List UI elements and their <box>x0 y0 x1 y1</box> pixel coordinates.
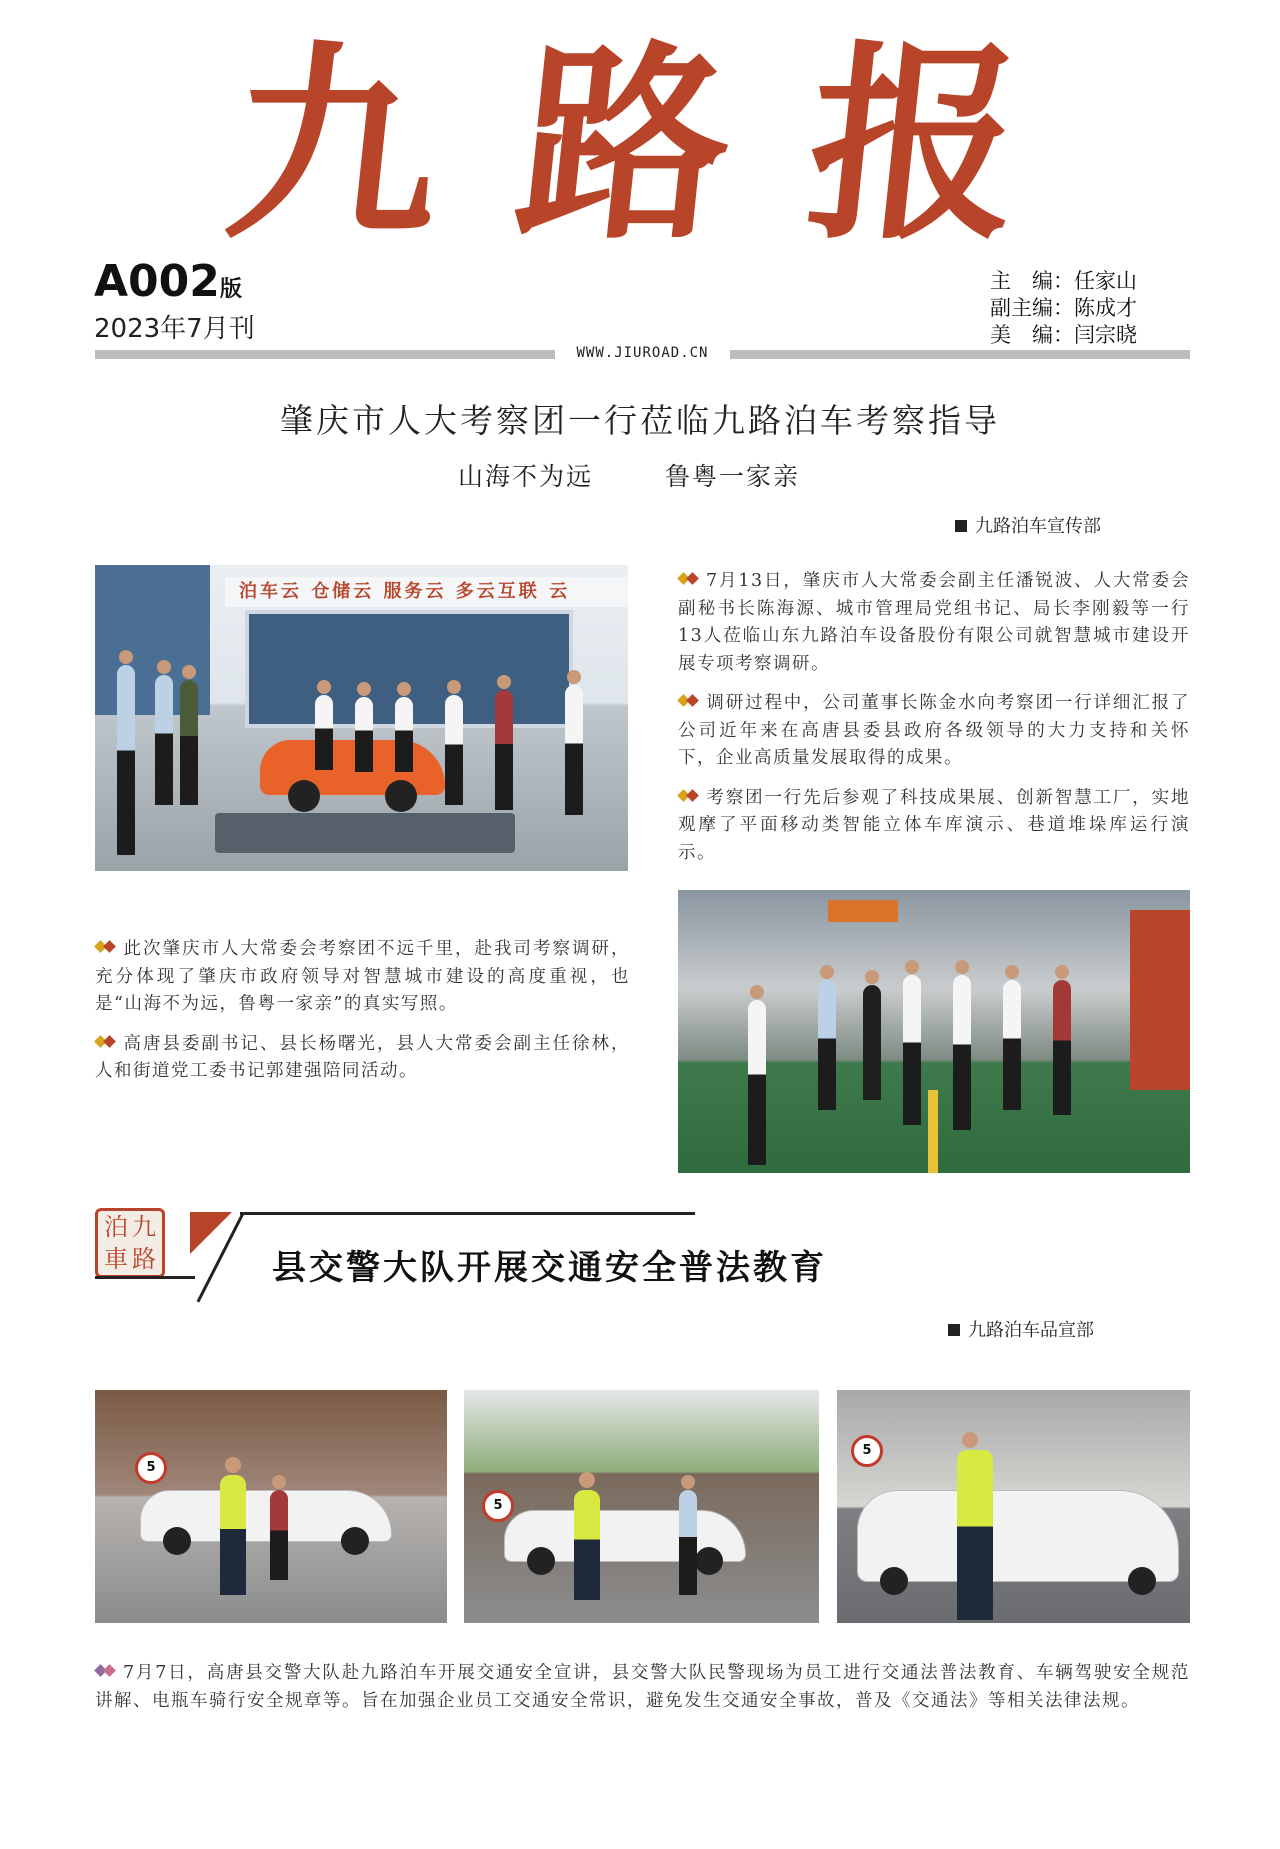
staff-deputy-editor: 副主编：陈成才 <box>990 296 1137 320</box>
paragraph <box>95 1660 1190 1715</box>
staff-list <box>990 268 1137 349</box>
square-bullet-icon <box>955 520 967 532</box>
speed-limit-sign-icon: 5 <box>135 1452 167 1484</box>
paragraph-text: 7月7日，高唐县交警大队赴九路泊车开展交通安全宣讲，县交警大队民警现场为员工进行交通法普法教育、车辆驾驶安全规范讲解、电瓶车骑行安全规章等。旨在加强企业员工交通安全常识，避免发生交通安全事故，普及《交通法》等相关法律法规。 <box>95 1663 1190 1711</box>
article2-byline-text: 九路泊车品宣部 <box>968 1320 1094 1341</box>
exhibition-banner: 泊车云 仓储云 服务云 多云互联 云 <box>225 577 628 607</box>
person <box>155 675 173 805</box>
masthead-char-3: 报 <box>797 21 1044 268</box>
person <box>863 985 881 1100</box>
photo-traffic-police-scooter <box>95 1390 447 1623</box>
edition-code: A002 <box>94 256 220 307</box>
staff-art-editor: 美 编：闫宗晓 <box>990 323 1137 347</box>
photo-police-car-door <box>837 1390 1190 1623</box>
hall-sign <box>828 900 898 922</box>
person <box>1003 980 1021 1110</box>
person <box>355 697 373 772</box>
white-car <box>140 1490 392 1542</box>
paragraph-text: 调研过程中，公司董事长陈金水向考察团一行详细汇报了公司近年来在高唐县委县政府各级领导的大力支持和关怀下，企业高质量发展取得的成果。 <box>678 693 1190 768</box>
masthead-rule-right <box>730 350 1190 359</box>
speed-limit-sign-icon: 5 <box>482 1490 514 1522</box>
paragraph-text: 高唐县委副书记、县长杨曙光，县人大常委会副主任徐林，人和街道党工委书记郭建强陪同活动。 <box>95 1033 630 1081</box>
diamond-bullet-icon <box>95 941 117 953</box>
police-officer <box>574 1490 600 1600</box>
masthead-title <box>217 21 1044 268</box>
orange-car-model <box>260 740 445 795</box>
masthead-rule-left <box>95 350 555 359</box>
person <box>1053 980 1071 1115</box>
person <box>818 980 836 1110</box>
seal-char: 車 <box>104 1245 128 1273</box>
photo-factory-tour <box>678 890 1190 1173</box>
floor-lane-marking <box>928 1090 938 1173</box>
paragraph-text: 7月13日，肇庆市人大常委会副主任潘锐波、人大常委会副秘书长陈海源、城市管理局党组书记、局长李刚毅等一行13人莅临山东九路泊车设备股份有限公司就智慧城市建设开展专项考察调研。 <box>678 571 1190 674</box>
person <box>315 695 333 770</box>
article1-subhead-b: 鲁粤一家亲 <box>665 462 801 491</box>
speed-limit-sign-icon: 5 <box>851 1435 883 1467</box>
person <box>445 695 463 805</box>
police-officer <box>957 1450 993 1620</box>
paragraph <box>95 936 630 1019</box>
publication-date: 2023年7月刊 <box>94 314 255 344</box>
jiulu-parking-seal-logo <box>95 1208 165 1278</box>
person <box>679 1490 697 1595</box>
seal-char: 路 <box>132 1245 156 1273</box>
diamond-bullet-icon <box>678 573 700 585</box>
masthead-char-2: 路 <box>507 21 754 268</box>
square-bullet-icon <box>948 1324 960 1336</box>
article2-body <box>95 1660 1190 1727</box>
red-booth <box>1130 910 1190 1090</box>
article1-headline: 肇庆市人大考察团一行莅临九路泊车考察指导 <box>280 401 1000 440</box>
person <box>495 690 513 810</box>
diamond-bullet-icon <box>678 695 700 707</box>
article2-headline: 县交警大队开展交通安全普法教育 <box>272 1248 827 1288</box>
photo-traffic-safety-banner <box>464 1390 819 1623</box>
person <box>565 685 583 815</box>
person <box>903 975 921 1125</box>
website-url[interactable]: WWW.JIUROAD.CN <box>576 345 709 361</box>
article1-subhead-a: 山海不为远 <box>458 462 594 491</box>
paragraph <box>95 1031 630 1086</box>
paragraph <box>678 568 1190 678</box>
edition-number <box>94 256 242 307</box>
white-car <box>504 1510 746 1562</box>
display-plinth <box>215 813 515 853</box>
paragraph-text: 此次肇庆市人大常委会考察团不远千里，赴我司考察调研，充分体现了肇庆市政府领导对智慧城市建设的高度重视，也是“山海不为远，鲁粤一家亲”的真实写照。 <box>95 939 630 1014</box>
paragraph <box>678 785 1190 868</box>
article1-byline-text: 九路泊车宣传部 <box>975 516 1101 537</box>
article1-column-right <box>678 568 1190 879</box>
seal-char: 九 <box>132 1213 156 1241</box>
police-officer <box>220 1475 246 1595</box>
person <box>270 1490 288 1580</box>
seal-char: 泊 <box>104 1213 128 1241</box>
person <box>748 1000 766 1165</box>
person <box>180 680 198 805</box>
photo-exhibition-hall <box>95 565 628 871</box>
diamond-bullet-icon <box>95 1665 117 1677</box>
article1-column-left <box>95 936 630 1098</box>
article1-byline <box>955 512 1101 538</box>
person <box>117 665 135 855</box>
person <box>395 697 413 772</box>
staff-editor-in-chief: 主 编：任家山 <box>990 269 1137 293</box>
diamond-bullet-icon <box>95 1036 117 1048</box>
white-car <box>857 1490 1179 1582</box>
section-divider-bottom <box>95 1276 195 1279</box>
diamond-bullet-icon <box>678 790 700 802</box>
paragraph <box>678 690 1190 773</box>
section-divider-top <box>240 1212 695 1215</box>
paragraph-text: 考察团一行先后参观了科技成果展、创新智慧工厂，实地观摩了平面移动类智能立体车库演示、巷道堆垛库运行演示。 <box>678 787 1190 863</box>
masthead-char-1: 九 <box>217 21 464 268</box>
edition-suffix: 版 <box>219 277 242 302</box>
article2-byline <box>948 1316 1094 1342</box>
person <box>953 975 971 1130</box>
